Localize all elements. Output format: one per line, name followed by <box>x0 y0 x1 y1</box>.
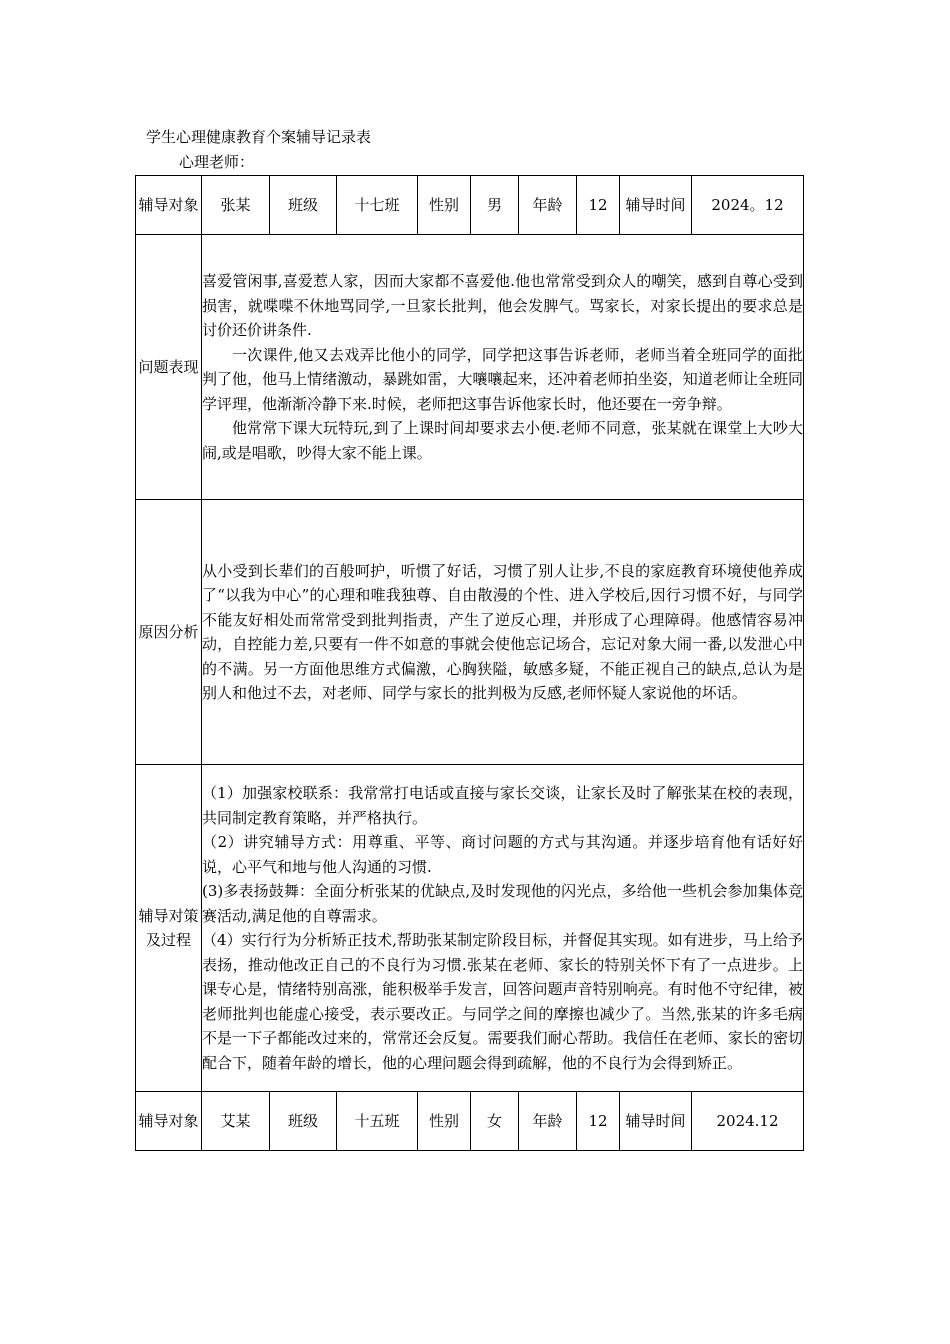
student1-age-value: 12 <box>577 176 620 235</box>
counseling-record-table <box>135 175 804 1151</box>
strategy-item: (3)多表扬鼓舞：全面分析张某的优缺点,及时发现他的闪光点，多给他一些机会参加集体竞赛活动,满足他的自尊需求。 <box>202 882 803 925</box>
strategy-label: 辅导对策及过程 <box>136 765 202 1092</box>
student2-class-label: 班级 <box>270 1092 337 1151</box>
student2-time-value: 2024.12 <box>692 1092 804 1151</box>
student1-target-label: 辅导对象 <box>136 176 202 235</box>
student1-class-value: 十七班 <box>337 176 418 235</box>
problem-label: 问题表现 <box>136 235 202 500</box>
student2-class-value: 十五班 <box>337 1092 418 1151</box>
student1-info-row <box>136 176 804 235</box>
student1-gender-value: 男 <box>471 176 519 235</box>
student2-age-label: 年龄 <box>519 1092 577 1151</box>
cause-row <box>136 500 804 765</box>
student1-gender-label: 性别 <box>418 176 471 235</box>
student2-time-label: 辅导时间 <box>620 1092 692 1151</box>
student2-gender-value: 女 <box>471 1092 519 1151</box>
student1-time-value: 2024。12 <box>692 176 804 235</box>
problem-row <box>136 235 804 500</box>
strategy-content <box>202 765 804 1092</box>
page-title: 学生心理健康教育个案辅导记录表 <box>146 128 372 146</box>
student2-name: 艾某 <box>202 1092 270 1151</box>
cause-paragraph: 从小受到长辈们的百般呵护，听惯了好话，习惯了别人让步,不良的家庭教育环境使他养成了“以我为中心”的心理和唯我独尊、自由散漫的个性、进入学校后,因行习惯不好，与同学不能友好相处而常常受到批判指责，产生了逆反心理，并形成了心理障碍。他感情容易冲动，自控能力差,只要有一件不如意的事就会使他忘记场合，忘记对象大闹一番,以发泄心中的不满。另一方面他思维方式偏激，心胸狭隘，敏感多疑，不能正视自己的缺点,总认为是别人和他过不去，对老师、同学与家长的批判极为反感,老师怀疑人家说他的坏话。 <box>202 561 803 702</box>
strategy-item: （1）加强家校联系：我常常打电话或直接与家长交谈，让家长及时了解张某在校的表现，共同制定教育策略，并严格执行。 <box>202 784 803 827</box>
problem-paragraph: 他常常下课大玩特玩,到了上课时间却要求去小便.老师不同意，张某就在课堂上大吵大闹,或是唱歌，吵得大家不能上课。 <box>202 419 803 462</box>
student2-target-label: 辅导对象 <box>136 1092 202 1151</box>
student1-time-label: 辅导时间 <box>620 176 692 235</box>
cause-content <box>202 500 804 765</box>
student1-class-label: 班级 <box>270 176 337 235</box>
student1-name: 张某 <box>202 176 270 235</box>
problem-paragraph: 喜爱管闲事,喜爱惹人家，因而大家都不喜爱他.他也常常受到众人的嘲笑，感到自尊心受到损害，就喋喋不休地骂同学,一旦家长批判，他会发脾气。骂家长，对家长提出的要求总是讨价还价讲条件. <box>202 272 803 339</box>
student1-age-label: 年龄 <box>519 176 577 235</box>
problem-content <box>202 235 804 500</box>
problem-paragraph: 一次课件,他又去戏弄比他小的同学，同学把这事告诉老师，老师当着全班同学的面批判了他，他马上情绪激动，暴跳如雷，大嚷嚷起来，还冲着老师拍坐姿，知道老师让全班同学评理，他渐渐冷静下来.时候，老师把这事告诉他家长时，他还要在一旁争辩。 <box>202 345 803 413</box>
teacher-label: 心理老师： <box>179 153 255 171</box>
student2-age-value: 12 <box>577 1092 620 1151</box>
student2-info-row <box>136 1092 804 1151</box>
strategy-item: （2）讲究辅导方式：用尊重、平等、商讨问题的方式与其沟通。并逐步培育他有话好好说，心平气和地与他人沟通的习惯. <box>202 833 803 876</box>
strategy-row <box>136 765 804 1092</box>
cause-label: 原因分析 <box>136 500 202 765</box>
strategy-item: （4）实行行为分析矫正技术,帮助张某制定阶段目标，并督促其实现。如有进步，马上给予表扬，推动他改正自己的不良行为习惯.张某在老师、家长的特别关怀下有了一点进步。上课专心是，情绪特别高涨，能积极举手发言，回答问题声音特别响亮。有时他不守纪律，被老师批判也能虚心接受，表示要改正。与同学之间的摩擦也减少了。当然,张某的许多毛病不是一下子都能改过来的，常常还会反复。需要我们耐心帮助。我信任在老师、家长的密切配合下，随着年龄的增长，他的心理问题会得到疏解，他的不良行为会得到矫正。 <box>202 931 803 1072</box>
student2-gender-label: 性别 <box>418 1092 471 1151</box>
